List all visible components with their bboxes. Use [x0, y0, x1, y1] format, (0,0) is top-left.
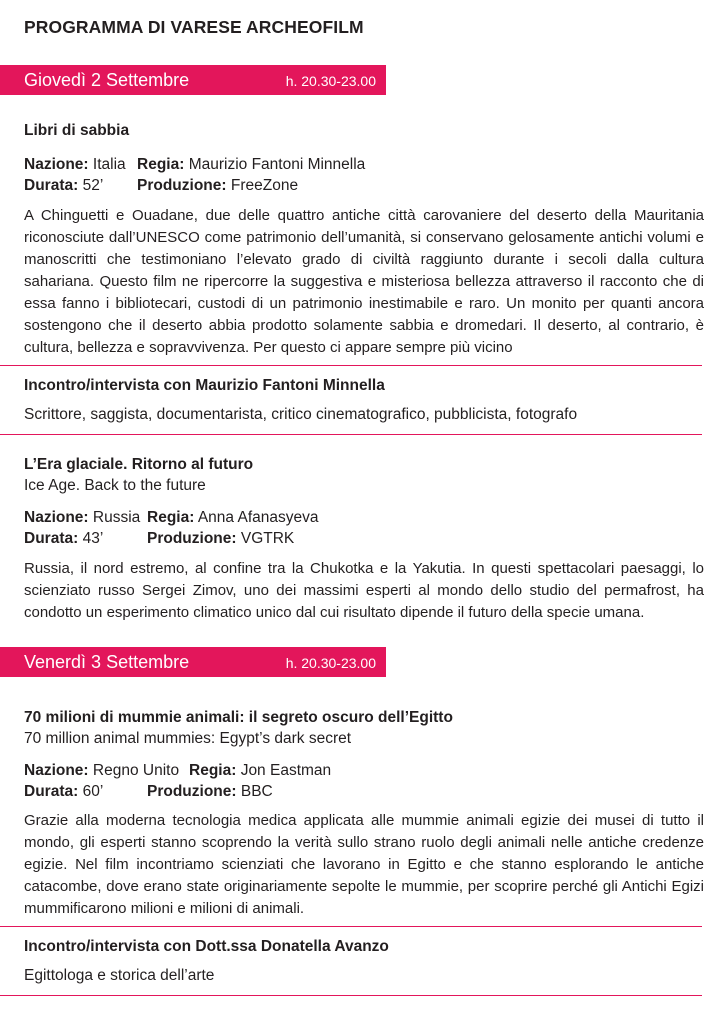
regia-value: Maurizio Fantoni Minnella	[188, 156, 366, 173]
film-meta	[24, 154, 366, 196]
day-label: Venerdì 3 Settembre	[24, 652, 190, 672]
durata-value: 60’	[82, 783, 104, 800]
film-title: L’Era glaciale. Ritorno al futuro	[24, 456, 254, 473]
regia-label: Regia:	[137, 156, 185, 173]
produzione-label: Produzione:	[137, 177, 227, 194]
produzione-value: VGTRK	[240, 530, 295, 547]
day-header-band	[0, 647, 386, 677]
meeting-role: Egittologa e storica dell’arte	[24, 967, 215, 984]
film-meta	[24, 507, 319, 549]
meeting-title: Incontro/intervista con Dott.ssa Donatella Avanzo	[24, 938, 389, 955]
film-title: 70 milioni di mummie animali: il segreto oscuro dell’Egitto	[24, 709, 453, 726]
film-subtitle: 70 million animal mummies: Egypt’s dark secret	[24, 730, 352, 747]
film-subtitle: Ice Age. Back to the future	[24, 477, 206, 494]
film-description: Russia, il nord estremo, al confine tra la Chukotka e la Yakutia. In questi spettacolari paesaggi, lo scienziato russo Sergei Zimov, uno dei massimi esperti al mondo dello studio del permafrost, ha condotto un esperimento climatico unico dal cui risultato dipende il futuro della specie umana.	[24, 560, 704, 621]
divider	[0, 365, 702, 366]
produzione-value: BBC	[240, 783, 273, 800]
durata-value: 43’	[82, 530, 104, 547]
film-description: Grazie alla moderna tecnologia medica applicata alle mummie animali egizie dei musei di tutto il mondo, gli esperti stanno scoprendo la verità sullo strano ruolo degli animali nelle antiche credenze egizie. Nel film incontriamo scienziati che lavorano in Egitto e che stanno esplorando le antiche catacombe, dove erano state originariamente sepolte le mummie, per scoprire perché gli Antichi Egizi mummificarono milioni e milioni di animali.	[24, 812, 704, 917]
film-meta	[24, 760, 332, 802]
divider	[0, 926, 702, 927]
regia-label: Regia:	[189, 762, 237, 779]
page-title: PROGRAMMA DI VARESE ARCHEOFILM	[24, 17, 364, 37]
nazione-value: Russia	[92, 509, 141, 526]
day-hours: h. 20.30-23.00	[285, 73, 376, 89]
nazione-value: Regno Unito	[92, 762, 180, 779]
nazione-label: Nazione:	[24, 156, 89, 173]
regia-value: Anna Afanasyeva	[197, 509, 319, 526]
day-hours: h. 20.30-23.00	[285, 655, 376, 671]
divider	[0, 995, 702, 996]
produzione-label: Produzione:	[147, 783, 237, 800]
durata-label: Durata:	[24, 177, 79, 194]
meeting-role: Scrittore, saggista, documentarista, critico cinematografico, pubblicista, fotografo	[24, 406, 578, 423]
meeting-title: Incontro/intervista con Maurizio Fantoni Minnella	[24, 377, 385, 394]
day-header-band	[0, 65, 386, 95]
day-label: Giovedì 2 Settembre	[24, 70, 190, 90]
regia-label: Regia:	[147, 509, 195, 526]
durata-value: 52’	[82, 177, 104, 194]
nazione-label: Nazione:	[24, 509, 89, 526]
produzione-value: FreeZone	[230, 177, 299, 194]
nazione-label: Nazione:	[24, 762, 89, 779]
nazione-value: Italia	[92, 156, 126, 173]
film-description: A Chinguetti e Ouadane, due delle quattro antiche città carovaniere del deserto della Mauritania riconosciute dall’UNESCO come patrimonio dell’umanità, si conservano gelosamente antichi volumi e manoscritti che testimoniano l’elevato grado di civiltà raggiunto durante i secoli dalla cultura sahariana. Questo film ne ripercorre la suggestiva e misteriosa bellezza attraverso il racconto che di essa fanno i bibliotecari, custodi di un patrimonio inestimabile e raro. Un monito per quanti ancora sostengono che il deserto abbia prodotto solamente sabbia e dromedari. Il deserto, al contrario, è cultura, bellezza e sopravvivenza. Per questo ci appare sempre più vicino	[24, 207, 704, 356]
produzione-label: Produzione:	[147, 530, 237, 547]
durata-label: Durata:	[24, 783, 79, 800]
regia-value: Jon Eastman	[240, 762, 332, 779]
durata-label: Durata:	[24, 530, 79, 547]
divider	[0, 434, 702, 435]
film-title: Libri di sabbia	[24, 122, 130, 139]
